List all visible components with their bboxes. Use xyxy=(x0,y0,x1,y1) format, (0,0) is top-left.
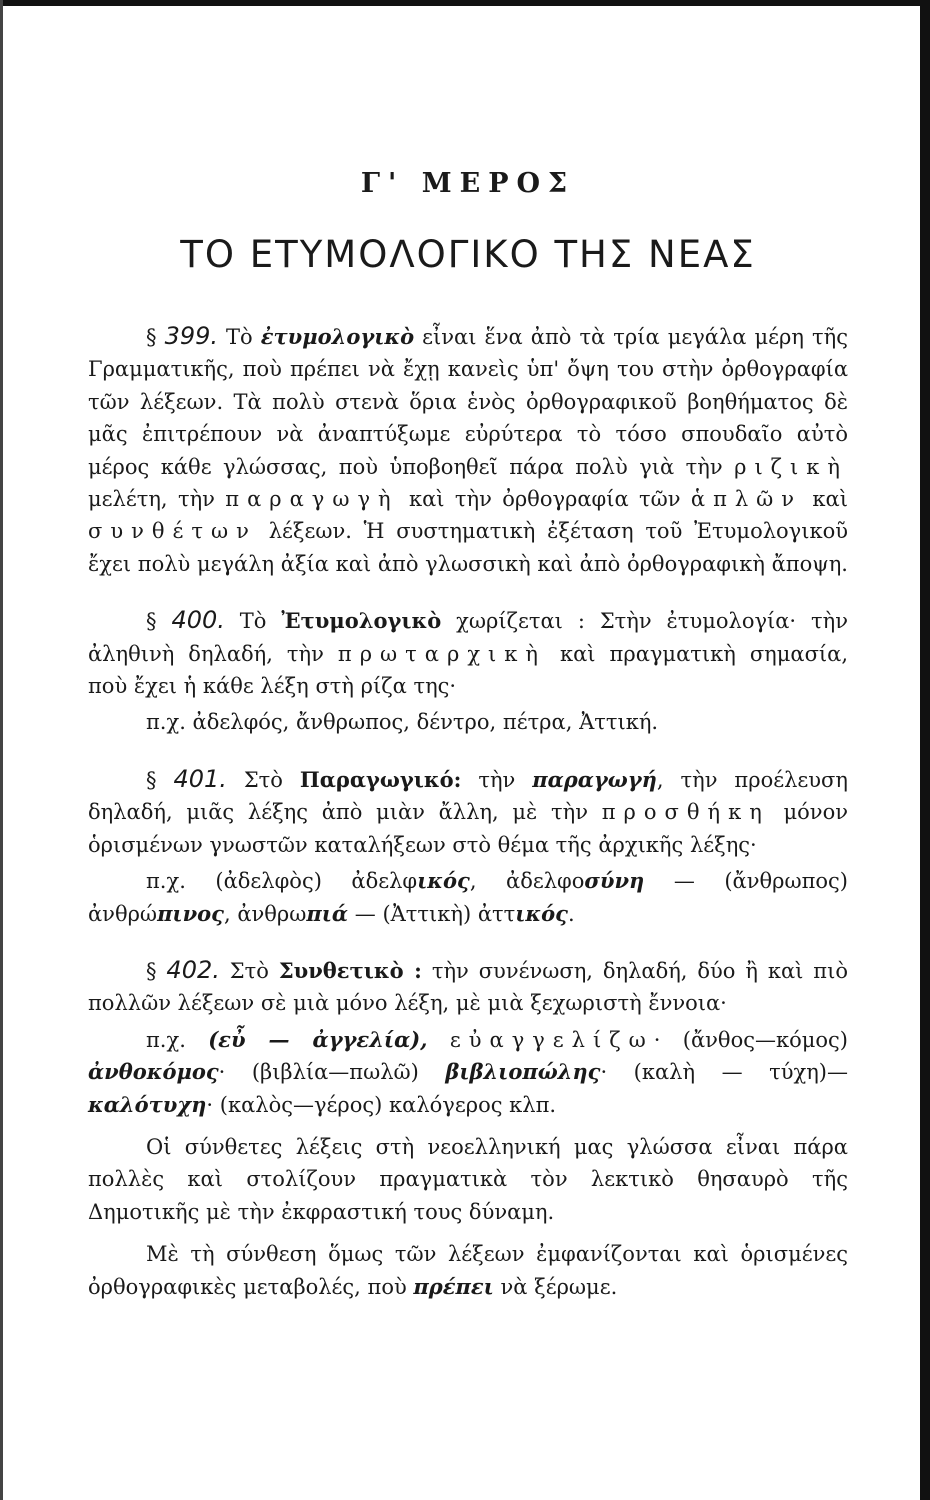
scan-left-edge xyxy=(0,0,3,1500)
example-401 xyxy=(88,865,848,930)
part-heading: Γ' ΜΕΡΟΣ xyxy=(360,168,576,199)
suffix: πιά xyxy=(306,900,349,926)
text: — (Ἀττικὴ) ἀττ xyxy=(348,901,516,926)
section-number: 400. xyxy=(171,606,225,635)
text: · (βιβλία—πωλῶ) xyxy=(218,1060,446,1085)
text: Τὸ xyxy=(218,325,261,349)
text: — (ἄνθρωπος) ἀνθρώ xyxy=(88,869,848,926)
text: · (καλὸς—γέρος) καλόγερος κλπ. xyxy=(206,1092,557,1117)
section-sign: § xyxy=(146,767,157,792)
compound-parts: (εὖ — ἀγγελία), xyxy=(208,1026,428,1052)
compound-word: καλότυχη xyxy=(88,1091,207,1117)
section-sign: § xyxy=(146,958,157,983)
scan-top-edge xyxy=(0,0,930,6)
section-sign: § xyxy=(146,325,157,349)
section-400 xyxy=(88,604,848,702)
text: Στὸ xyxy=(219,958,279,983)
text: καὶ xyxy=(802,487,848,512)
spaced-word: συνθέτων xyxy=(88,519,257,544)
text: Μὲ τὴ σύνθεση ὅμως τῶν λέξεων ἐμφανίζονται καὶ ὁρισμένες ὀρθογραφικὲς μεταβολές, ποὺ xyxy=(88,1242,848,1299)
text: καὶ τὴν ὀρθογραφία τῶν xyxy=(398,487,691,512)
suffix: σύνη xyxy=(584,868,645,894)
term-bold: Συνθετικὸ : xyxy=(278,957,422,983)
example-402 xyxy=(88,1024,848,1121)
text: Τὸ xyxy=(224,609,282,634)
section-number: 399. xyxy=(164,322,218,350)
term-bold: Ἐτυμολογικὸ xyxy=(281,608,442,634)
text: π.χ. (ἀδελφὸς) ἀδελφ xyxy=(146,869,418,894)
term-bold-italic: πρέπει xyxy=(413,1273,494,1299)
text: π.χ. xyxy=(146,1027,209,1052)
section-401 xyxy=(88,763,848,861)
spaced-word: παραγωγὴ xyxy=(225,487,399,512)
term-bold: Παραγωγικό: xyxy=(299,766,462,792)
text: καὶ πραγματικὴ σημασία, ποὺ ἔχει ἡ κάθε λέξη στὴ ρίζα της· xyxy=(88,641,848,699)
text: τὴν xyxy=(461,767,533,792)
term-bold-italic: παραγωγή xyxy=(532,766,657,792)
term-bold: ἐτυμολογικὸ xyxy=(260,324,415,349)
paragraph-compound-words: Οἱ σύνθετες λέξεις στὴ νεοελληνική μας γλώσσα εἶναι πάρα πολλὲς καὶ στολίζουν πραγματικὰ τὸν λεκτικὸ θησαυρὸ τῆς Δημοτικῆς μὲ τὴν ἐκφραστική τους δύναμη. xyxy=(88,1134,848,1224)
text: Στὸ xyxy=(226,767,300,792)
book-page xyxy=(88,168,848,1327)
text: νὰ ξέρωμε. xyxy=(493,1274,618,1299)
text: μόνον ὁρισμένων γνωστῶν καταλήξεων στὸ θέμα τῆς ἀρχικῆς λέξης· xyxy=(88,800,848,857)
suffix: πινος xyxy=(157,900,224,926)
text: , ἀδελφο xyxy=(469,869,585,894)
text: . xyxy=(567,901,575,926)
section-sign: § xyxy=(146,609,157,634)
compound-word: βιβλιοπώλης xyxy=(445,1059,601,1085)
section-402 xyxy=(88,954,848,1020)
text: τὴν συνένωση, δηλαδή, δύο ἢ καὶ πιὸ πολλῶν λέξεων σὲ μιὰ μόνο λέξη, μὲ μιὰ ξεχωριστὴ ἔννοια· xyxy=(88,958,848,1016)
text: μελέτη, τὴν xyxy=(88,487,226,512)
suffix: ικός xyxy=(515,900,568,926)
paragraph-last xyxy=(88,1238,848,1303)
spaced-word: πρωταρχικὴ xyxy=(337,641,546,666)
text: εἶναι ἕνα ἀπὸ τὰ τρία μεγάλα μέρη τῆς Γραμματικῆς, ποὺ πρέπει νὰ ἔχῃ κανεὶς ὑπ' ὄψη του στὴν ὀρθογραφία τῶν λέξεων. Τὰ πολὺ στενὰ ὅρια ἑνὸς ὀρθογραφικοῦ βοηθήματος δὲ μᾶς ἐπιτρέπουν νὰ ἀναπτύξωμε εὐρύτερα τὸ τόσο σπουδαῖο αὐτὸ μέρος κάθε γλώσσας, ποὺ ὑποβοηθεῖ πάρα πολὺ γιὰ τὴν xyxy=(88,325,848,479)
text: , ἀνθρω xyxy=(223,901,307,926)
text: · (ἄνθος—κόμος) xyxy=(653,1027,848,1052)
suffix: ικός xyxy=(417,868,470,894)
spaced-word: προσθήκη xyxy=(601,800,770,825)
spaced-word: ριζικὴ xyxy=(734,454,848,479)
text xyxy=(428,1028,450,1052)
scan-right-edge xyxy=(920,0,930,1500)
text: λέξεων. Ἡ συστηματικὴ ἐξέταση τοῦ Ἐτυμολογικοῦ ἔχει πολὺ μεγάλη ἀξία καὶ ἀπὸ γλωσσικὴ καὶ ἀπὸ ὀρθογραφικὴ ἄποψη. xyxy=(88,519,848,576)
example-400: π.χ. ἀδελφός, ἄνθρωπος, δέντρο, πέτρα, Ἀττική. xyxy=(146,710,659,735)
section-number: 401. xyxy=(173,764,227,793)
section-399 xyxy=(88,320,848,580)
chapter-title: ΤΟ ΕΤΥΜΟΛΟΓΙΚΟ ΤΗΣ ΝΕΑΣ xyxy=(180,233,756,276)
text: · (καλὴ — τύχη)— xyxy=(600,1060,848,1085)
text: χωρίζεται : Στὴν ἐτυμολογία· τὴν ἀληθινὴ δηλαδή, τὴν xyxy=(88,609,848,666)
text: , τὴν προέλευση δηλαδή, μιᾶς λέξης ἀπὸ μιὰν ἄλλη, μὲ τὴν xyxy=(88,767,848,825)
compound-word: ἀνθοκόμος xyxy=(88,1059,219,1085)
spaced-word: εὐαγγελίζω xyxy=(449,1027,654,1052)
section-number: 402. xyxy=(166,955,220,984)
spaced-word: ἁπλῶν xyxy=(690,487,803,512)
